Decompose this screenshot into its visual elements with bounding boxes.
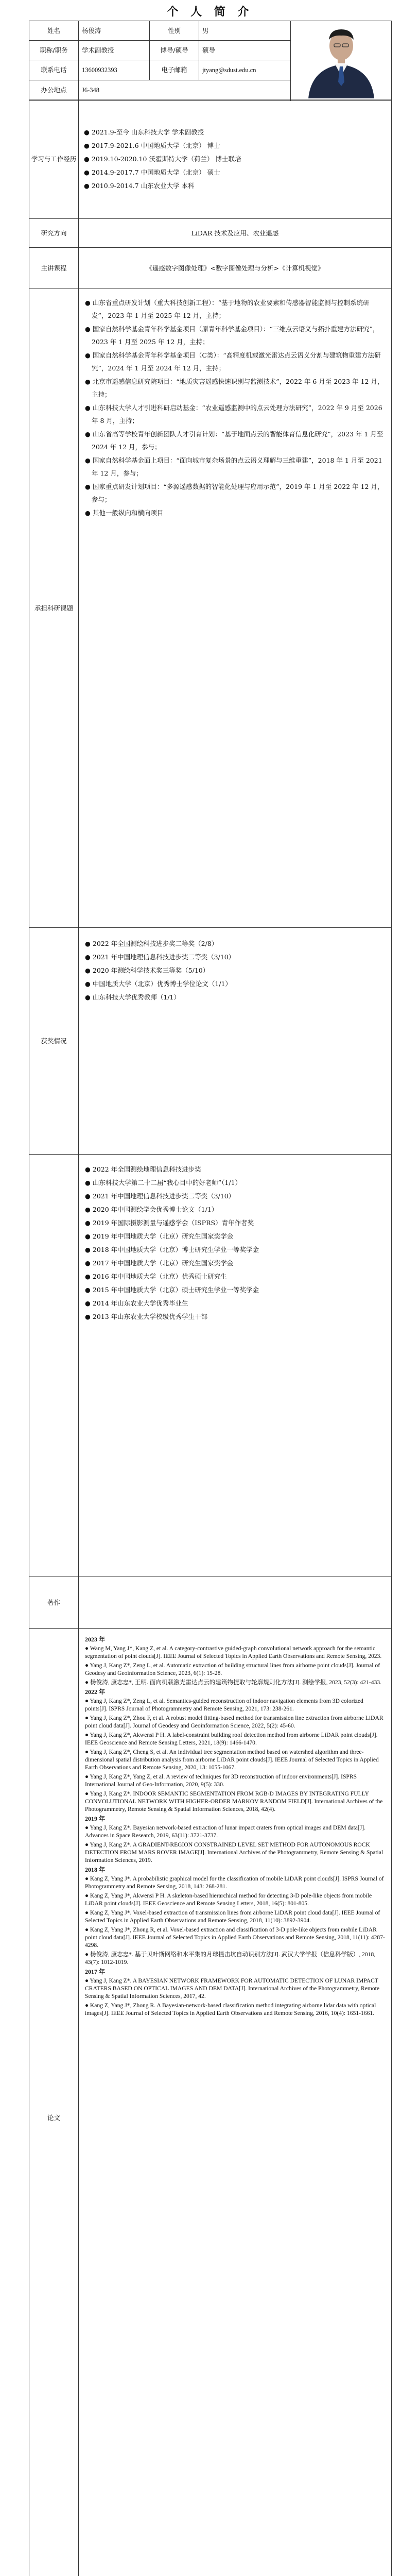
research-label: 研究方向 [29,219,79,248]
pub-item: ● Yang J, Kang Z*. A BAYESIAN NETWORK FRAMEWORK FOR AUTOMATIC DETECTION OF LUNAR IMPACT CRATERS BASED ON OPTICAL IMAGES AND DEM DATA[J]. International Archives of the Photogrammetry, Remote Sensing & Spatial Information Sciences, 2017, 42. [85,1977,380,1999]
awards-label: 获奖情况 [29,928,79,1155]
honor-item: ● 2016 年中国地质大学（北京）优秀硕士研究生 [85,1273,227,1280]
education-item: ● 2010.9-2014.7 山东农业大学 本科 [84,181,195,190]
name-label: 姓名 [29,21,79,41]
phone-value: 13600932393 [79,60,150,80]
pub-item: ● Wang M, Yang J*, Kang Z, et al. A category-contrastive guided-graph convolutional network approach for the semantic segmentation of point clouds[J]. IEEE Journal of Selected Topics in Applied Earth Observations and Remote Sensing, 2023. [85,1645,382,1659]
pub-item: ● Yang J, Kang Z*. INDOOR SEMANTIC SEGMENTATION FROM RGB-D IMAGES BY INTEGRATING FULLY CONVOLUTIONAL NETWORK WITH HIGHER-ORDER MARKOV RANDOM FIELD[J]. International Archives of the Photogrammetry, Remote Sensing & Spatial Information Sciences, 2018, 42(4). [85,1790,383,1812]
awards-list [79,928,392,1155]
pub-item: ● Yang J, Kang Z*, Cheng S, et al. An individual tree segmentation method based on watershed algorithm and three-dimensional spatial distribution analysis from airborne LiDAR point clouds[J]. IEEE Journal of Selected Topics in Applied Earth Observations and Remote Sensing, 2020, 13: 1055-1067. [85,1749,379,1771]
projects-label: 承担科研课题 [29,289,79,928]
pub-item: ● Kang Z, Yang J*, Zhong R, et al. Voxel-based extraction and classification of 3-D pole-like objects from mobile LiDAR point cloud data[J]. IEEE Journal of Selected Topics in Applied Earth Observations and Remote Sensing, 2018, 11(11): 4287-4298. [85,1926,385,1948]
mentor-value: 硕导 [199,41,291,60]
project-item: ● 国家自然科学基金青年科学基金项目（原青年科学基金项目）：“三维点云语义与拓扑重建方法研究”，2023 年 1 月至 2025 年 12 月，主持； [85,325,379,346]
award-item: ● 中国地质大学（北京）优秀博士学位论文（1/1） [85,980,232,988]
honor-item: ● 山东科技大学第二十二届“我心目中的好老师”（1/1） [85,1179,242,1187]
pub-item: ● Kang Z, Yang J*, Akwensi P H. A skeleton-based hierarchical method for detecting 3-D pole-like objects from mobile LiDAR point clouds[J]. IEEE Geoscience and Remote Sensing Letters, 2018, 16(5): 801-805. [85,1892,372,1907]
pub-item: ● 杨俊涛, 康志忠*, 王明. 面向机载激光雷达点云的建筑物提取与轮廓规则化方法[J]. 测绘学报, 2023, 52(3): 421-433. [85,1679,382,1686]
pub-item: ● Yang J, Kang Z*, Yang Z, et al. A review of techniques for 3D reconstruction of indoor environments[J]. ISPRS International Journal of Geo-Information, 2020, 9(5): 330. [85,1773,357,1788]
gender-value: 男 [199,21,291,41]
education-list [79,99,392,219]
project-item: ● 山东省高等学校青年创新团队人才引育计划：“基于地面点云的智能体育信息化研究”，2023 年 1 月至 2024 年 12 月，参与； [85,430,383,451]
basic-info-table [29,21,392,101]
email-value: jtyang@sdust.edu.cn [199,60,291,80]
pub-item: ● 杨俊涛, 康志忠*. 基于贝叶斯网络和水平集的月球撞击坑自动识别方法[J]. 武汉大学学报（信息科学版）, 2018, 43(7): 1012-1019. [85,1951,376,1965]
honor-item: ● 2019 年中国地质大学（北京）研究生国家奖学金 [85,1232,234,1240]
honors-list [79,1155,392,1577]
project-item: ● 山东科技大学人才引进科研启动基金：“农业遥感监测中的点云处理方法研究”，2022 年 9 月至 2026 年 8 月，主持； [85,404,382,425]
pub-item: ● Kang Z, Yang J*. A probabilistic graphical model for the classification of mobile LiDAR point clouds[J]. ISPRS Journal of Photogrammetry and Remote Sensing, 2018, 143: 268-281. [85,1875,384,1890]
pub-item: ● Yang J, Kang Z*, Zeng L, et al. Semantics-guided reconstruction of indoor navigation elements from 3D colorized points[J]. ISPRS Journal of Photogrammetry and Remote Sensing, 2021, 173: 238-261. [85,1698,363,1712]
pub-year: 2019 年 [85,1815,106,1822]
pub-year: 2018 年 [85,1866,106,1873]
education-table [29,99,392,289]
title-value: 学术副教授 [79,41,150,60]
portrait-photo [291,21,391,100]
project-item: ● 北京市遥感信息研究院项目：“地质灾害遥感快速识别与监测技术”，2022 年 6 月至 2023 年 12 月，主持； [85,378,384,398]
education-item: ● 2014.9-2017.7 中国地质大学（北京） 硕士 [84,168,220,176]
project-item: ● 其他一般纵向和横向项目 [85,509,164,517]
projects-table [29,289,392,928]
honor-item: ● 2022 年全国测绘地理信息科技进步奖 [85,1165,201,1173]
publications-table [29,1577,392,2576]
honors-label [29,1155,79,1577]
project-item: ● 国家自然科学基金青年科学基金项目（C类）：“高精度机载激光雷达点云语义分割与建筑物重建方法研究”，2024 年 1 月至 2024 年 12 月，主持； [85,351,381,372]
education-item: ● 2021.9-至今 山东科技大学 学术副教授 [84,128,204,136]
project-item: ● 国家重点研发计划项目：“多源遥感数据的智能化处理与应用示范”，2019 年 1 月至 2022 年 12 月，参与； [85,483,384,503]
award-item: ● 山东科技大学优秀教师（1/1） [85,993,181,1001]
honors-table [29,1154,392,1577]
project-item: ● 山东省重点研发计划（重大科技创新工程）：“基于地物的农业要素和传感器智能监测与控制系统研发”，2023 年 1 月至 2025 年 12 月，主持； [85,299,370,319]
title-label: 职称/职务 [29,41,79,60]
pub-item: ● Yang J, Kang Z*. Bayesian network-based extraction of lunar impact craters from optical images and DEM data[J]. Advances in Space Research, 2019, 63(11): 3721-3737. [85,1824,365,1839]
pub-item: ● Kang Z, Yang J*, Zhong R. A Bayesian-network-based classification method integrating airborne lidar data with optical images[J]. IEEE Journal of Selected Topics in Applied Earth Observations and Remote Sensing, 2016, 10(4): 1651-1661. [85,2002,376,2016]
honor-item: ● 2018 年中国地质大学（北京）博士研究生学业一等奖学金 [85,1246,259,1253]
projects-list [79,289,392,928]
office-label: 办公地点 [29,80,79,100]
honor-item: ● 2014 年山东农业大学优秀毕业生 [85,1299,188,1307]
works-empty [79,1577,392,1629]
pub-item: ● Yang J, Kang Z*, Akwensi P H. A label-constraint building roof detection method from airborne LiDAR point clouds[J]. IEEE Geoscience and Remote Sensing Letters, 2021, 18(9): 1466-1470. [85,1732,378,1746]
papers-list [79,1629,392,2576]
award-item: ● 2022 年全国测绘科技进步奖二等奖（2/8） [85,940,218,947]
pub-year: 2023 年 [85,1636,106,1643]
research-value: LiDAR 技术及应用、农业遥感 [79,219,392,248]
pub-item: ● Yang J, Kang Z*. A GRADIENT-REGION CONSTRAINED LEVEL SET METHOD FOR AUTONOMOUS ROCK DETECTION FROM MARS ROVER IMAGE[J]. International Archives of the Photogrammetry, Remote Sensing & Spatial Information Sciences, 2019. [85,1841,383,1863]
pub-item: ● Yang J, Kang Z*, Zhou F, et al. A robust model fitting-based method for transmission line extraction from airborne LiDAR point cloud data[J]. Journal of Geodesy and Geoinformation Science, 2022, 5(2): 45-60. [85,1715,383,1729]
teaching-value: 《遥感数字图像处理》<数字图像处理与分析>《计算机视觉》 [79,248,392,289]
gender-label: 性别 [150,21,199,41]
project-item: ● 国家自然科学基金面上项目：“面向城市复杂场景的点云语义理解与三维重建”，2018 年 1 月至 2021 年 12 月，参与； [85,456,382,477]
honor-item: ● 2015 年中国地质大学（北京）硕士研究生学业一等奖学金 [85,1286,259,1294]
name-value: 杨俊涛 [79,21,150,41]
honor-item: ● 2017 年中国地质大学（北京）研究生国家奖学金 [85,1259,234,1267]
mentor-label: 博导/硕导 [150,41,199,60]
honor-item: ● 2021 年中国地理信息科技进步奖二等奖（3/10） [85,1192,235,1200]
awards-table [29,927,392,1155]
education-item: ● 2017.9-2021.6 中国地质大学（北京） 博士 [84,141,220,149]
honor-item: ● 2019 年国际摄影测量与遥感学会（ISPRS）青年作者奖 [85,1219,254,1227]
office-value: J6-348 [79,80,291,100]
email-label: 电子邮箱 [150,60,199,80]
honor-item: ● 2020 年中国测绘学会优秀博士论文（1/1） [85,1206,218,1213]
award-item: ● 2021 年中国地理信息科技进步奖二等奖（3/10） [85,953,235,961]
pub-item: ● Yang J, Kang Z*, Zeng L, et al. Automatic extraction of building structural lines from airborne point clouds[J]. Journal of Geodesy and Geoinformation Science, 2023, 6(1): 15-28. [85,1662,380,1676]
pub-year: 2022 年 [85,1688,106,1696]
award-item: ● 2020 年测绘科学技术奖三等奖（5/10） [85,967,210,974]
pub-year: 2017 年 [85,1968,106,1975]
photo-cell [291,21,392,101]
papers-label: 论文 [29,1629,79,2576]
page-title: 个 人 简 介 [167,5,253,19]
phone-label: 联系电话 [29,60,79,80]
education-item: ● 2019.10-2020.10 沃霍斯特大学（荷兰） 博士联培 [84,155,241,163]
education-label: 学习与工作经历 [29,99,79,219]
honor-item: ● 2013 年山东农业大学校级优秀学生干部 [85,1313,208,1320]
works-label: 著作 [29,1577,79,1629]
teaching-label: 主讲课程 [29,248,79,289]
pub-item: ● Kang Z, Yang J*. Voxel-based extraction of transmission lines from airborne LiDAR point cloud data[J]. IEEE Journal of Selected Topics in Applied Earth Observations and Remote Sensing, 2018, 11(10): 3892-3904. [85,1909,380,1924]
portrait-icon [291,21,391,98]
